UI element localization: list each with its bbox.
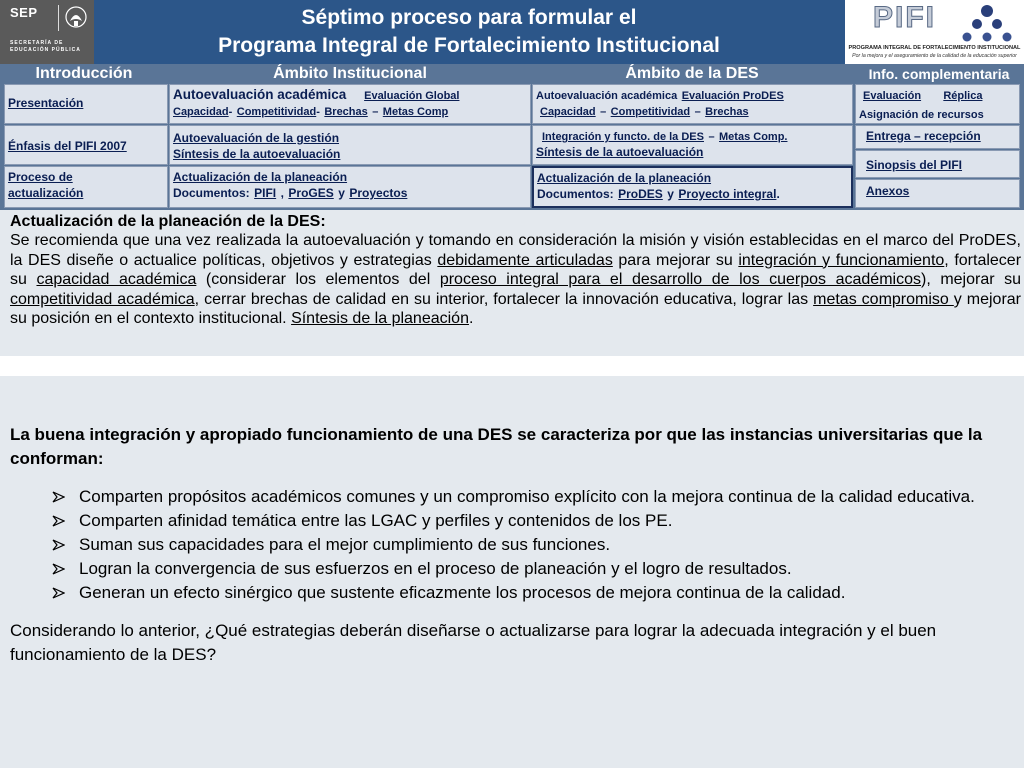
link-competitividad[interactable]: Competitividad [236,106,317,118]
bullet-text: Comparten afinidad temática entre las LGAC y perfiles y contenidos de los PE. [79,511,673,530]
label-autoevaluacion-academica-des: Autoevaluación académica [536,90,678,102]
link-anexos[interactable]: Anexos [866,184,910,198]
sep-logo-subtitle: SECRETARÍA DE EDUCACIÓN PÚBLICA [10,40,81,53]
link-competitividad-academica[interactable]: competitividad académica [10,290,195,308]
link-integracion-funcionamiento-des[interactable]: Integración y functo. de la DES [542,131,704,143]
section-body-text [10,231,1021,329]
bullet-text: Generan un efecto sinérgico que sustente eficazmente los procesos de mejora continua de la calidad. [79,583,846,602]
pifi-logo-text: PIFI [873,1,937,34]
body-text: , cerrar brechas de calidad en su interior, fortalecer la innovación educativa, lograr las [194,290,814,308]
nav-cell-planeacion-des-active [532,166,853,208]
bullet-item [52,533,1004,557]
separator: - [228,106,233,118]
link-competitividad-des[interactable]: Competitividad [610,106,691,118]
link-enfasis-pifi-2007[interactable]: Énfasis del PIFI 2007 [8,139,127,153]
arrow-bullet-icon [52,539,65,551]
nav-cell-autoevaluacion-des [532,84,853,124]
link-brechas-des[interactable]: Brechas [705,106,749,118]
bullet-item [52,509,1004,533]
bullet-item [52,581,1004,605]
label-y-des: y [667,187,674,201]
bullet-text: Suman sus capacidades para el mejor cumplimiento de sus funciones. [79,535,611,554]
link-capacidad[interactable]: Capacidad [173,106,229,118]
bullet-list [52,485,1004,605]
sep-logo-text: SEP [10,5,38,20]
link-sintesis-autoevaluacion-des[interactable]: Síntesis de la autoevaluación [536,145,704,159]
link-sintesis-autoevaluacion-institucional[interactable]: Síntesis de la autoevaluación [173,147,341,161]
separator: - [316,106,320,118]
label-y: y [338,186,345,200]
nav-cell-proceso-actualizacion[interactable] [4,166,168,208]
nav-cell-evaluacion-replica [855,84,1020,124]
nav-cell-sinopsis [855,150,1020,178]
link-metas-compromiso[interactable]: metas compromiso [813,290,954,308]
nav-cell-presentacion [4,84,168,124]
link-integracion-funcionamiento[interactable]: integración y funcionamiento [738,251,945,269]
nav-cell-integracion-des [532,125,853,165]
body-text: Se recomienda que una vez realizada la autoevaluación y tomando en consideración la misión y visión establecidas en el marco del ProDES, la DES diseñe o actualice políticas, objetivos y estrategias [10,232,1021,269]
link-evaluacion[interactable]: Evaluación [863,90,922,102]
link-debidamente-articuladas[interactable]: debidamente articuladas [437,251,613,269]
link-proceso-actualizacion-line2[interactable]: actualización [8,186,84,200]
mexican-eagle-icon [64,5,88,31]
separator: . [776,187,780,201]
separator: , [280,186,284,200]
col-header-ambito-des: Ámbito de la DES [625,65,759,82]
arrow-bullet-icon [52,515,65,527]
separator: – [694,106,701,118]
nav-cell-anexos [855,179,1020,208]
link-sinopsis-pifi[interactable]: Sinopsis del PIFI [866,158,963,172]
bullet-text: Comparten propósitos académicos comunes y un compromiso explícito con la mejora continua de la calidad educativa. [79,487,975,506]
link-brechas[interactable]: Brechas [324,106,368,118]
link-proceso-actualizacion-line1[interactable]: Proceso de [8,170,73,184]
body-text: y mejorar su posición en el contexto institucional. [10,290,1022,327]
arrow-bullet-icon [52,563,65,575]
link-evaluacion-global[interactable]: Evaluación Global [364,90,460,102]
link-actualizacion-planeacion-institucional[interactable]: Actualización de la planeación [173,170,348,184]
pifi-logo-subtitle: PROGRAMA INTEGRAL DE FORTALECIMIENTO INSTITUCIONAL [848,45,1021,51]
link-actualizacion-planeacion-des[interactable]: Actualización de la planeación [537,171,712,185]
separator: – [708,131,715,143]
label-documentos: Documentos: [173,186,250,200]
lead-paragraph: La buena integración y apropiado funcionamiento de una DES se caracteriza por que las instancias universitarias que la conforman: [10,425,983,468]
bullet-item [52,485,1004,509]
slide-title-line1: Séptimo proceso para formular el [301,6,637,29]
link-capacidad-des[interactable]: Capacidad [540,106,596,118]
slide-title-line2: Programa Integral de Fortalecimiento Institucional [218,34,720,57]
link-proceso-integral-cuerpos-academicos[interactable]: proceso integral para el desarrollo de los cuerpos académicos [439,271,921,288]
main-content [0,376,1024,768]
link-asignacion-recursos[interactable]: Asignación de recursos [859,109,984,121]
body-text: , fortalecer su [10,251,1022,288]
sep-logo [0,0,94,64]
bullet-text: Logran la convergencia de sus esfuerzos en el proceso de planeación y el logro de resultados. [79,559,792,578]
header-bar [0,0,1024,64]
label-documentos-des: Documentos: [537,187,614,201]
label-autoevaluacion-academica: Autoevaluación académica [173,87,347,102]
nav-cell-entrega [855,125,1020,149]
closing-question: Considerando lo anterior, ¿Qué estrategias deberán diseñarse o actualizarse para lograr la adecuada integración y el buen funcionamiento de la DES? [10,621,937,664]
link-sintesis-planeacion[interactable]: Síntesis de la planeación [291,310,469,327]
col-header-introduccion: Introducción [35,65,133,82]
link-proges[interactable]: ProGES [288,186,334,200]
body-text: ), mejorar su [921,271,1022,288]
nav-cell-autoevaluacion-institucional [169,84,531,124]
link-pifi[interactable]: PIFI [254,186,277,200]
pifi-logo-tagline: Por la mejora y el aseguramiento de la calidad de la educación superior [852,53,1017,59]
col-header-ambito-institucional: Ámbito Institucional [273,65,427,82]
navigation-grid [0,64,1024,210]
separator: – [372,106,379,118]
nav-cell-gestion [169,125,531,165]
body-text: . [468,310,474,327]
link-presentacion[interactable]: Presentación [8,96,84,110]
pifi-dots-icon [957,4,1017,46]
section-heading: Actualización de la planeación de la DES: [10,213,326,230]
body-text: para mejorar su [612,251,739,269]
arrow-bullet-icon [52,491,65,503]
separator-band [0,356,1024,376]
col-header-info-complementaria: Info. complementaria [868,66,1010,82]
sep-logo-divider [58,5,59,31]
body-text: (considerar los elementos del [196,271,440,288]
link-entrega-recepcion[interactable]: Entrega – recepción [866,129,981,143]
link-evaluacion-prodes[interactable]: Evaluación ProDES [681,90,784,102]
link-capacidad-academica[interactable]: capacidad académica [36,271,197,288]
nav-cell-enfasis [4,125,168,165]
section-description-panel [0,210,1024,356]
link-proyecto-integral[interactable]: Proyecto integral [678,187,777,201]
link-metas-comp-des[interactable]: Metas Comp. [719,131,788,143]
pifi-logo [845,0,1024,64]
link-proyectos[interactable]: Proyectos [349,186,408,200]
separator: – [600,106,607,118]
nav-cell-planeacion-institucional [169,166,531,208]
link-replica[interactable]: Réplica [943,90,983,102]
bullet-item [52,557,1004,581]
link-metas-comp[interactable]: Metas Comp [382,106,449,118]
link-prodes[interactable]: ProDES [618,187,663,201]
arrow-bullet-icon [52,587,65,599]
link-autoevaluacion-gestion[interactable]: Autoevaluación de la gestión [173,131,340,145]
